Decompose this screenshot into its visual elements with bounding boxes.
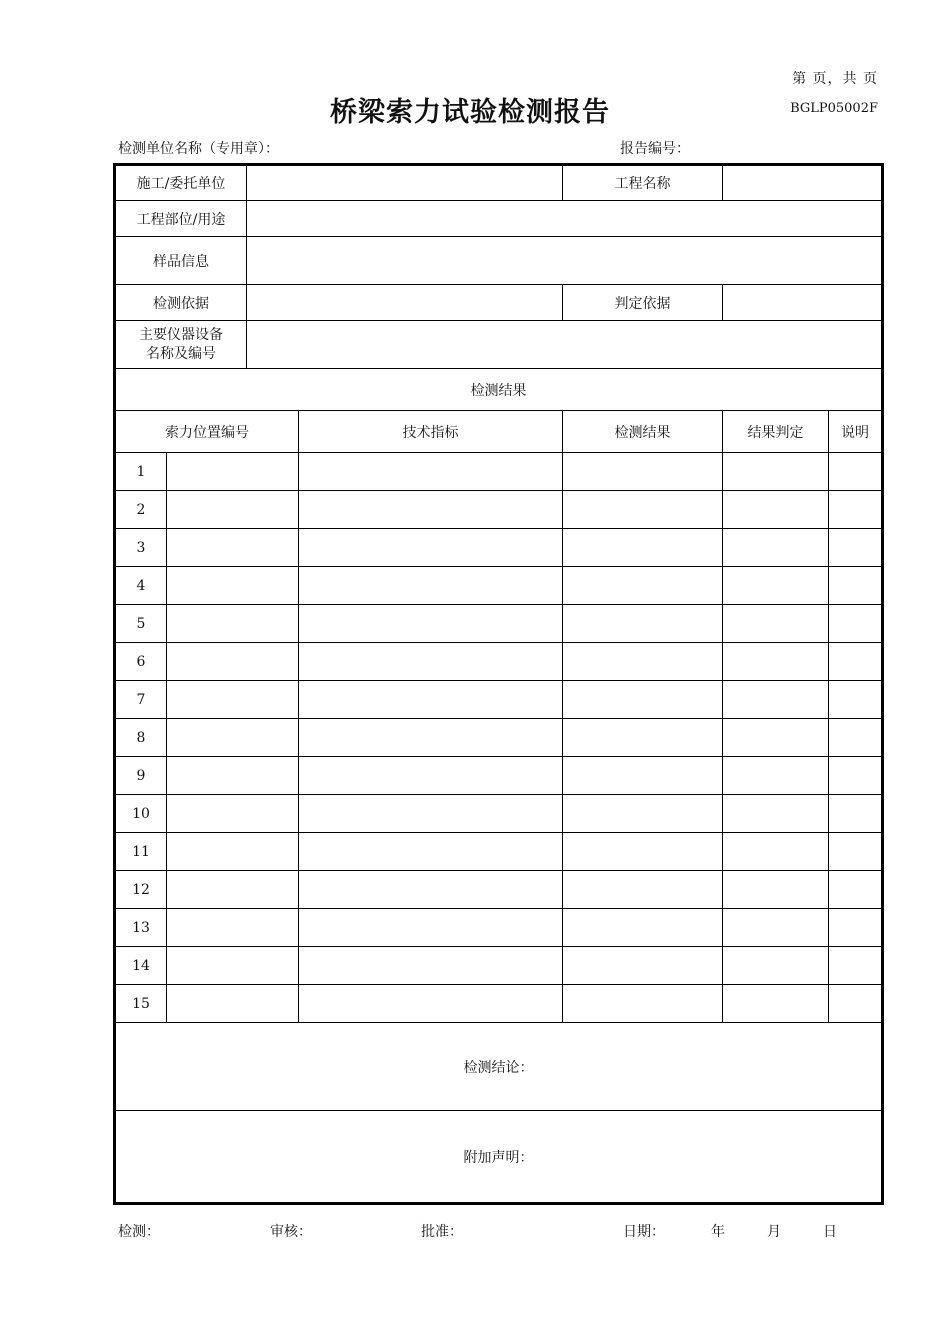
position-cell[interactable] — [167, 871, 299, 909]
judge-basis-label: 判定依据 — [563, 285, 723, 321]
judgement-cell[interactable] — [723, 605, 829, 643]
position-cell[interactable] — [167, 453, 299, 491]
result-rows — [115, 453, 883, 1023]
col-header-position: 索力位置编号 — [115, 411, 299, 453]
judgement-cell[interactable] — [723, 871, 829, 909]
result-cell[interactable] — [563, 681, 723, 719]
footer-month: 月 — [767, 1224, 781, 1240]
basis-value[interactable] — [247, 285, 563, 321]
judgement-cell[interactable] — [723, 833, 829, 871]
note-cell[interactable] — [829, 947, 883, 985]
info-row-part — [115, 201, 883, 237]
judgement-cell[interactable] — [723, 947, 829, 985]
footer-tester: 检测： — [118, 1224, 160, 1240]
spec-cell[interactable] — [299, 529, 563, 567]
judgement-cell[interactable] — [723, 453, 829, 491]
unit-label: 检测单位名称（专用章）： — [118, 141, 279, 157]
results-section-title: 检测结果 — [115, 369, 883, 411]
spec-cell[interactable] — [299, 795, 563, 833]
table-row — [115, 453, 883, 491]
spec-cell[interactable] — [299, 681, 563, 719]
spec-cell[interactable] — [299, 909, 563, 947]
table-row — [115, 567, 883, 605]
table-row — [115, 643, 883, 681]
info-row-basis — [115, 285, 883, 321]
result-cell[interactable] — [563, 985, 723, 1023]
row-number: 10 — [115, 795, 167, 833]
footer-day: 日 — [823, 1224, 837, 1240]
note-cell[interactable] — [829, 643, 883, 681]
judgement-cell[interactable] — [723, 909, 829, 947]
result-cell[interactable] — [563, 795, 723, 833]
result-cell[interactable] — [563, 605, 723, 643]
spec-cell[interactable] — [299, 833, 563, 871]
col-header-note: 说明 — [829, 411, 883, 453]
result-cell[interactable] — [563, 719, 723, 757]
position-cell[interactable] — [167, 947, 299, 985]
result-cell[interactable] — [563, 947, 723, 985]
row-number: 11 — [115, 833, 167, 871]
row-number: 2 — [115, 491, 167, 529]
results-header-row — [115, 411, 883, 453]
project-label: 工程名称 — [563, 165, 723, 201]
footer-reviewer: 审核： — [270, 1224, 312, 1240]
position-cell[interactable] — [167, 567, 299, 605]
row-number: 8 — [115, 719, 167, 757]
judgement-cell[interactable] — [723, 529, 829, 567]
report-no-label: 报告编号： — [620, 141, 690, 157]
info-row-equipment — [115, 321, 883, 369]
report-form-table — [113, 163, 884, 1205]
row-number: 6 — [115, 643, 167, 681]
row-number: 13 — [115, 909, 167, 947]
table-row — [115, 605, 883, 643]
position-cell[interactable] — [167, 491, 299, 529]
table-row — [115, 719, 883, 757]
judgement-cell[interactable] — [723, 985, 829, 1023]
table-row — [115, 947, 883, 985]
equipment-label-line2: 名称及编号 — [146, 345, 216, 362]
statement-label: 附加声明： — [463, 1149, 534, 1166]
row-number: 1 — [115, 453, 167, 491]
judgement-cell[interactable] — [723, 567, 829, 605]
judge-basis-value[interactable] — [723, 285, 883, 321]
position-cell[interactable] — [167, 643, 299, 681]
note-cell[interactable] — [829, 757, 883, 795]
conclusion-label: 检测结论： — [463, 1059, 534, 1076]
note-cell[interactable] — [829, 681, 883, 719]
row-number: 12 — [115, 871, 167, 909]
position-cell[interactable] — [167, 795, 299, 833]
result-cell[interactable] — [563, 909, 723, 947]
spec-cell[interactable] — [299, 757, 563, 795]
sample-label: 样品信息 — [115, 237, 247, 285]
statement-row — [115, 1111, 883, 1204]
note-cell[interactable] — [829, 491, 883, 529]
results-title-row — [115, 369, 883, 411]
note-cell[interactable] — [829, 719, 883, 757]
footer-year: 年 — [711, 1224, 725, 1240]
note-cell[interactable] — [829, 909, 883, 947]
table-row — [115, 681, 883, 719]
row-number: 7 — [115, 681, 167, 719]
note-cell[interactable] — [829, 453, 883, 491]
judgement-cell[interactable] — [723, 681, 829, 719]
judgement-cell[interactable] — [723, 643, 829, 681]
judgement-cell[interactable] — [723, 491, 829, 529]
col-header-result: 检测结果 — [563, 411, 723, 453]
table-row — [115, 985, 883, 1023]
basis-label: 检测依据 — [115, 285, 247, 321]
col-header-judgement: 结果判定 — [723, 411, 829, 453]
result-cell[interactable] — [563, 567, 723, 605]
spec-cell[interactable] — [299, 491, 563, 529]
result-cell[interactable] — [563, 643, 723, 681]
table-row — [115, 757, 883, 795]
judgement-cell[interactable] — [723, 719, 829, 757]
spec-cell[interactable] — [299, 605, 563, 643]
position-cell[interactable] — [167, 605, 299, 643]
conclusion-row — [115, 1023, 883, 1111]
result-cell[interactable] — [563, 871, 723, 909]
position-cell[interactable] — [167, 833, 299, 871]
position-cell[interactable] — [167, 681, 299, 719]
table-row — [115, 871, 883, 909]
part-label: 工程部位/用途 — [115, 201, 247, 237]
note-cell[interactable] — [829, 871, 883, 909]
judgement-cell[interactable] — [723, 757, 829, 795]
row-number: 4 — [115, 567, 167, 605]
equipment-label-line1: 主要仪器设备 — [139, 326, 223, 343]
row-number: 9 — [115, 757, 167, 795]
table-row — [115, 529, 883, 567]
note-cell[interactable] — [829, 567, 883, 605]
row-number: 3 — [115, 529, 167, 567]
spec-cell[interactable] — [299, 947, 563, 985]
spec-cell[interactable] — [299, 567, 563, 605]
note-cell[interactable] — [829, 985, 883, 1023]
position-cell[interactable] — [167, 985, 299, 1023]
result-cell[interactable] — [563, 529, 723, 567]
position-cell[interactable] — [167, 757, 299, 795]
info-row-client — [115, 165, 883, 201]
col-header-spec: 技术指标 — [299, 411, 563, 453]
table-row — [115, 491, 883, 529]
result-cell[interactable] — [563, 453, 723, 491]
project-value[interactable] — [723, 165, 883, 201]
position-cell[interactable] — [167, 529, 299, 567]
table-row — [115, 795, 883, 833]
row-number: 5 — [115, 605, 167, 643]
equipment-value[interactable] — [247, 321, 883, 369]
note-cell[interactable] — [829, 529, 883, 567]
row-number: 15 — [115, 985, 167, 1023]
page-title: 桥梁索力试验检测报告 — [330, 97, 610, 128]
spec-cell[interactable] — [299, 453, 563, 491]
spec-cell[interactable] — [299, 719, 563, 757]
note-cell[interactable] — [829, 795, 883, 833]
position-cell[interactable] — [167, 909, 299, 947]
page-info: 第 页，共 页 — [792, 71, 878, 87]
result-cell[interactable] — [563, 491, 723, 529]
footer-approver: 批准： — [421, 1224, 463, 1240]
result-cell[interactable] — [563, 757, 723, 795]
spec-cell[interactable] — [299, 985, 563, 1023]
spec-cell[interactable] — [299, 643, 563, 681]
form-code: BGLP05002F — [790, 101, 878, 116]
table-row — [115, 833, 883, 871]
conclusion-cell[interactable] — [115, 1023, 883, 1111]
spec-cell[interactable] — [299, 871, 563, 909]
equipment-label — [115, 321, 247, 369]
client-value[interactable] — [247, 165, 563, 201]
note-cell[interactable] — [829, 605, 883, 643]
table-row — [115, 909, 883, 947]
part-value[interactable] — [247, 201, 883, 237]
sample-value[interactable] — [247, 237, 883, 285]
row-number: 14 — [115, 947, 167, 985]
result-cell[interactable] — [563, 833, 723, 871]
statement-cell[interactable] — [115, 1111, 883, 1204]
position-cell[interactable] — [167, 719, 299, 757]
judgement-cell[interactable] — [723, 795, 829, 833]
info-row-sample — [115, 237, 883, 285]
footer-date: 日期： — [623, 1224, 665, 1240]
client-label: 施工/委托单位 — [115, 165, 247, 201]
note-cell[interactable] — [829, 833, 883, 871]
